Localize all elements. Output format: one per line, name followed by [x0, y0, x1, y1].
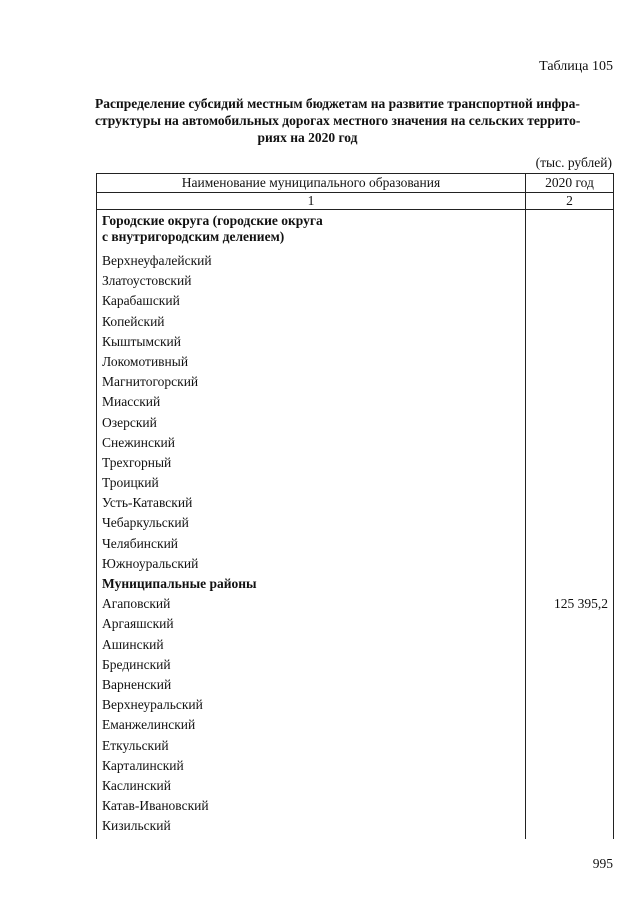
- table-row: [102, 715, 613, 735]
- table-row: [102, 352, 613, 372]
- municipality-name: Брединский: [102, 656, 171, 672]
- table-row: [102, 796, 613, 816]
- column-number-2: 2: [566, 193, 573, 208]
- table-header-row: [97, 174, 613, 193]
- table-row: [102, 433, 613, 453]
- table-row: [102, 332, 613, 352]
- municipality-name: Кизильский: [102, 818, 171, 834]
- municipality-name: Южноуральский: [102, 555, 199, 571]
- municipality-name: Миасский: [102, 394, 161, 410]
- table-row: [102, 554, 613, 574]
- municipality-name: Магнитогорский: [102, 374, 199, 390]
- table-row: [102, 271, 613, 291]
- table-row: [102, 594, 613, 614]
- column-number-row: [97, 193, 613, 210]
- column-number-1: 1: [307, 193, 315, 208]
- municipality-name: Еткульский: [102, 737, 169, 753]
- header-year: 2020 год: [545, 175, 594, 190]
- group-1-rows: [102, 251, 613, 574]
- municipality-name: Верхнеуфалейский: [102, 253, 212, 268]
- table-row: [102, 251, 613, 271]
- subsidy-table: [96, 173, 614, 839]
- table-row: [102, 816, 613, 836]
- table-row: [102, 534, 613, 554]
- table-row: [102, 312, 613, 332]
- municipality-name: Варненский: [102, 676, 172, 692]
- municipality-name: Ашинский: [102, 636, 164, 652]
- table-row: [102, 756, 613, 776]
- table-row: [102, 392, 613, 412]
- municipality-name: Усть-Катавский: [102, 495, 193, 511]
- municipality-name: Еманжелинский: [102, 717, 196, 733]
- table-row: [102, 372, 613, 392]
- table-label: Таблица 105: [539, 59, 613, 74]
- title-line: риях на 2020 год: [257, 130, 358, 145]
- municipality-name: Чебаркульский: [102, 515, 189, 531]
- municipality-name: Озерский: [102, 414, 157, 430]
- municipality-name: Верхнеуральский: [102, 697, 203, 713]
- municipality-name: Карабашский: [102, 293, 180, 309]
- municipality-name: Златоустовский: [102, 273, 192, 289]
- table-row: [102, 655, 613, 675]
- table-row: [102, 736, 613, 756]
- header-name: Наименование муниципального образования: [181, 175, 441, 190]
- table-row: [102, 413, 613, 433]
- table-row: [102, 635, 613, 655]
- municipality-name: Снежинский: [102, 434, 175, 450]
- municipality-name: Катав-Ивановский: [102, 798, 209, 814]
- page-number: 995: [592, 856, 613, 871]
- title-line: структуры на автомобильных дорогах местного значения на сельских террито-: [95, 113, 581, 128]
- municipality-name: Кыштымский: [102, 333, 181, 349]
- municipality-name: Карталинский: [102, 757, 184, 773]
- group-heading-municipal-districts: Муниципальные районы: [102, 576, 257, 591]
- table-row: [102, 473, 613, 493]
- subsidy-value: 125 395,2: [554, 596, 608, 612]
- municipality-name: Копейский: [102, 313, 165, 329]
- table-row: [102, 493, 613, 513]
- title-line: Распределение субсидий местным бюджетам на развитие транспортной инфра-: [95, 96, 580, 111]
- table-row: [102, 614, 613, 634]
- municipality-name: Агаповский: [102, 596, 171, 612]
- table-row: [102, 695, 613, 715]
- municipality-name: Локомотивный: [102, 353, 189, 369]
- municipality-name: Трехгорный: [102, 454, 172, 470]
- table-row: [102, 675, 613, 695]
- units-label: (тыс. рублей): [535, 155, 612, 170]
- document-title: [95, 95, 581, 146]
- municipality-name: Каслинский: [102, 777, 171, 793]
- table-row: [102, 291, 613, 311]
- municipality-name: Троицкий: [102, 475, 159, 491]
- table-row: [102, 513, 613, 533]
- municipality-name: Аргаяшский: [102, 616, 174, 632]
- group-2-rows: [102, 594, 613, 836]
- municipality-name: Челябинский: [102, 535, 179, 551]
- table-row: [102, 453, 613, 473]
- group-heading-city-districts: Городские округа (городские округа с внутригородским делением): [102, 213, 323, 244]
- table-body: [102, 212, 613, 836]
- table-row: [102, 776, 613, 796]
